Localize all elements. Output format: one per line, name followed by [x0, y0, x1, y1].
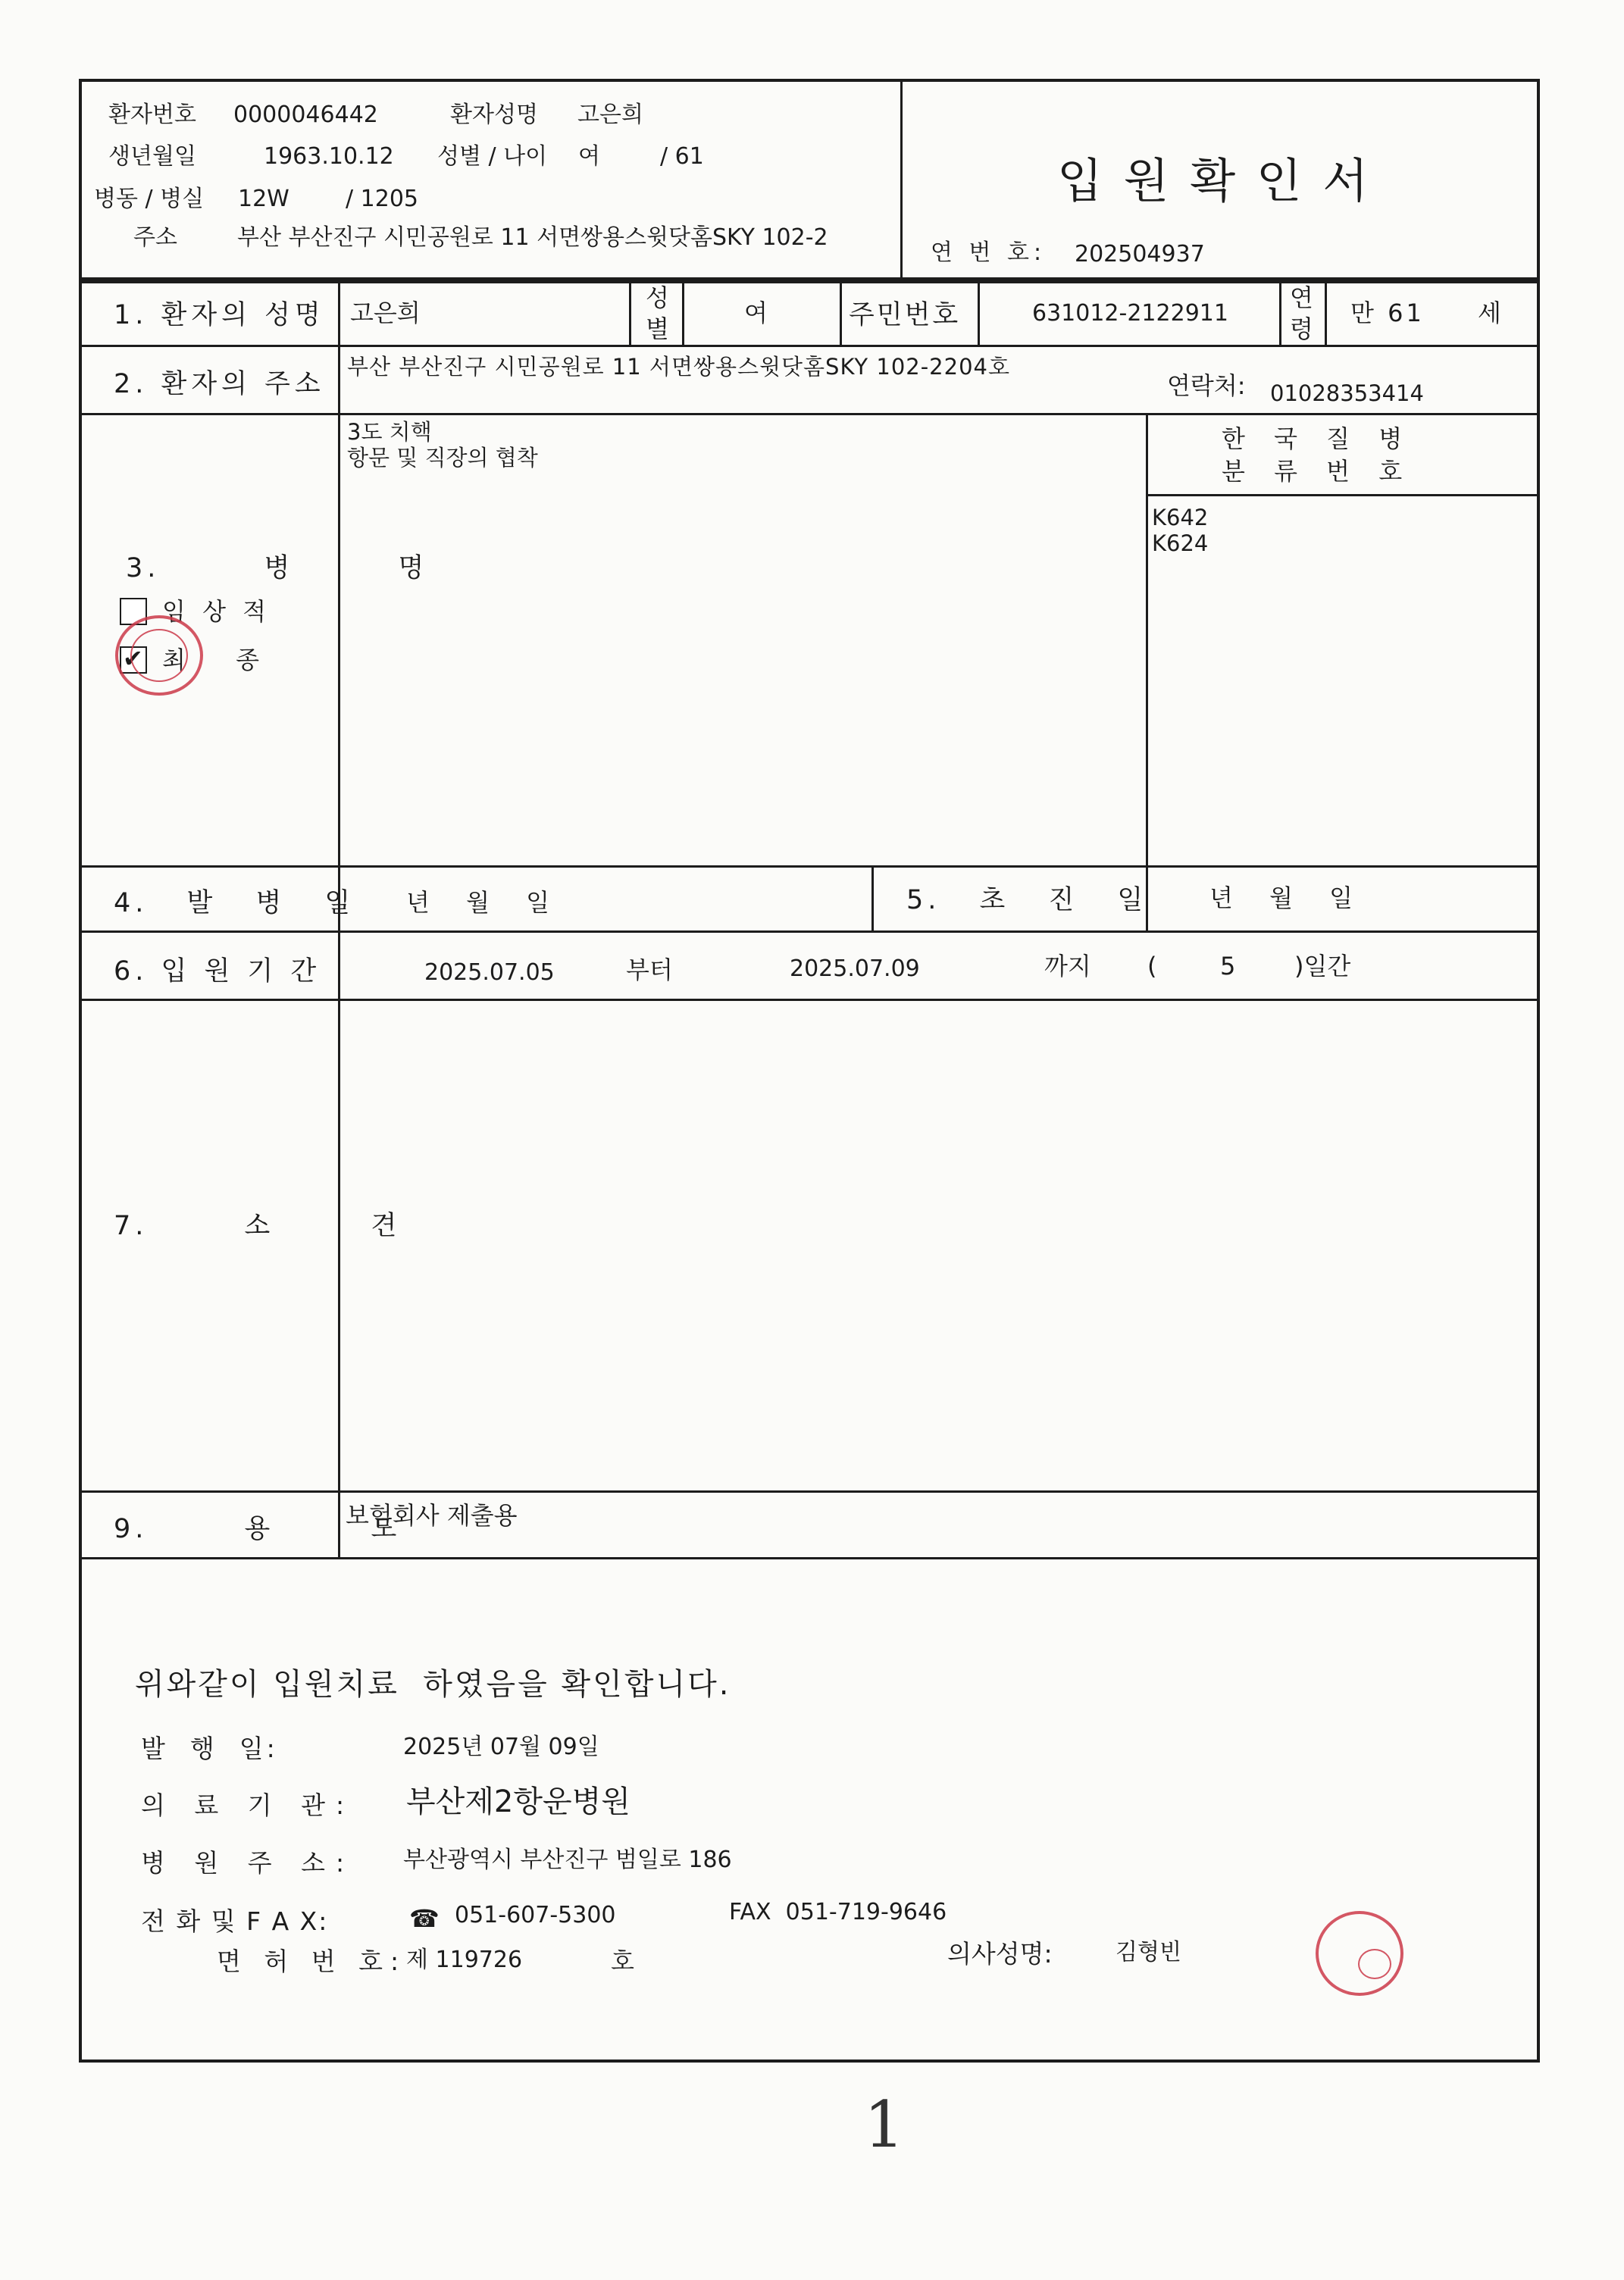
- first-visit-value: 년 월 일: [1209, 884, 1353, 912]
- row4-v1: [871, 866, 874, 931]
- purpose: 보험회사 제출용: [346, 1501, 518, 1530]
- onset-label: 4. 발 병 일: [114, 888, 355, 918]
- doctor-seal-stamp-icon: [1316, 1911, 1403, 1996]
- row6-from-date: 2025.07.05: [424, 959, 555, 986]
- header-age: / 61: [660, 143, 704, 170]
- page-mark: 1: [864, 2088, 905, 2162]
- onset-value: 년 월 일: [406, 888, 550, 917]
- issue-date: 2025년 07월 09일: [403, 1734, 599, 1760]
- inst-name: 부산제2항운병원: [406, 1784, 631, 1819]
- row-line-4: [80, 930, 1538, 933]
- doc-title: 입 원 확 인 서: [1057, 153, 1372, 208]
- serial-label: 연 번 호:: [931, 239, 1047, 266]
- row-line-1: [80, 345, 1538, 347]
- row1-v5: [1279, 279, 1281, 346]
- patient-name: 고은희: [577, 102, 643, 128]
- row1-v1: [629, 279, 631, 346]
- row2-address: 부산 부산진구 시민공원로 11 서면쌍용스윗닷홈SKY 102-2204호: [347, 354, 1010, 380]
- row1-sex-label-1: 성: [646, 283, 669, 312]
- kcd-header-line: [1146, 494, 1538, 496]
- label-col-divider: [338, 279, 340, 1558]
- row3-opt-final: 최 종: [162, 646, 259, 674]
- row6-to-word: 까지: [1044, 952, 1091, 980]
- telephone-icon: ☎: [409, 1904, 440, 1933]
- doctor-label: 의사성명:: [947, 1939, 1053, 1969]
- addr-label: 병 원 주 소:: [141, 1848, 355, 1878]
- row9-label: 9. 용 도: [114, 1514, 402, 1544]
- row6-from-word: 부터: [626, 955, 673, 984]
- seal-stamp-icon: [115, 615, 203, 696]
- kcd-header-1: 한 국 질 병: [1222, 424, 1403, 453]
- row-line-7: [80, 1557, 1538, 1559]
- row6-to-date: 2025.07.09: [790, 955, 920, 982]
- doctor-name: 김형빈: [1116, 1939, 1181, 1966]
- row2-contact: 01028353414: [1270, 380, 1424, 406]
- license-suffix: 호: [611, 1947, 634, 1975]
- row1-v3: [840, 279, 842, 346]
- header-address: 부산 부산진구 시민공원로 11 서면쌍용스윗닷홈SKY 102-2: [237, 224, 828, 251]
- hospital-address: 부산광역시 부산진구 범일로 186: [403, 1847, 732, 1873]
- row-line-5: [80, 999, 1538, 1001]
- kcd-code-1: K642: [1152, 505, 1209, 530]
- row1-v2: [682, 279, 684, 346]
- row1-age-label-1: 연: [1290, 283, 1313, 312]
- checkmark-icon: ✔: [123, 644, 143, 673]
- patient-no: 0000046442: [233, 102, 378, 128]
- row1-rrn-label: 주민번호: [849, 300, 961, 330]
- header-divider: [900, 80, 903, 282]
- row-line-6: [80, 1490, 1538, 1493]
- row1-age-suffix: 세: [1478, 299, 1501, 327]
- ward: 12W: [238, 186, 289, 212]
- room: / 1205: [346, 186, 418, 212]
- patient-name-label: 환자성명: [450, 102, 538, 128]
- row1-sex-label-2: 별: [646, 314, 669, 343]
- row1-name: 고은희: [350, 299, 421, 327]
- row1-sex: 여: [744, 299, 768, 327]
- sex-age-label: 성별 / 나이: [437, 143, 548, 170]
- row1-v6: [1325, 279, 1327, 346]
- row2-contact-label: 연락처:: [1167, 371, 1246, 400]
- first-visit-label: 5. 초 진 일: [906, 885, 1148, 915]
- license-label: 면 허 번 호:: [217, 1947, 407, 1976]
- kcd-code-2: K624: [1152, 530, 1209, 556]
- birth: 1963.10.12: [264, 143, 394, 170]
- row1-label: 1. 환자의 성명: [114, 300, 325, 330]
- inst-label: 의 료 기 관:: [141, 1791, 355, 1820]
- diag-line1: 3도 치핵: [347, 419, 432, 445]
- row7-label: 7. 소 견: [114, 1211, 402, 1241]
- ward-label: 병동 / 병실: [94, 186, 205, 212]
- row3-kcd-divider: [1146, 414, 1148, 866]
- row1-rrn: 631012-2122911: [1032, 300, 1228, 327]
- birth-label: 생년월일: [108, 143, 196, 170]
- row2-label: 2. 환자의 주소: [114, 369, 325, 399]
- row6-days-open: (: [1147, 952, 1157, 980]
- header-sex: 여: [578, 143, 600, 170]
- address-label: 주소: [133, 224, 177, 251]
- header-address-clip: [237, 223, 896, 255]
- row1-age-prefix: 만 61: [1350, 299, 1425, 327]
- tel-label: 전 화 및 F A X:: [141, 1906, 329, 1936]
- kcd-header-2: 분 류 번 호: [1222, 457, 1403, 486]
- patient-no-label: 환자번호: [108, 102, 196, 128]
- statement: 위와같이 입원치료 하였음을 확인합니다.: [135, 1667, 731, 1702]
- row1-age-label-2: 령: [1290, 314, 1313, 343]
- row6-days: 5: [1220, 952, 1236, 980]
- row6-days-close: )일간: [1294, 952, 1351, 980]
- row-line-3: [80, 865, 1538, 868]
- license-no: 제 119726: [406, 1947, 523, 1973]
- row6-label: 6. 입 원 기 간: [114, 956, 321, 987]
- tel: 051-607-5300: [455, 1902, 616, 1928]
- row3-opt-clinical: 임 상 적: [162, 597, 271, 626]
- row1-v4: [978, 279, 980, 346]
- serial-no: 202504937: [1075, 241, 1205, 267]
- row-line-2: [80, 413, 1538, 415]
- diag-line2: 항문 및 직장의 협착: [347, 445, 538, 471]
- fax: FAX 051-719-9646: [729, 1899, 947, 1925]
- issue-label: 발 행 일:: [141, 1734, 278, 1763]
- row3-label: 3. 병 명: [126, 553, 429, 583]
